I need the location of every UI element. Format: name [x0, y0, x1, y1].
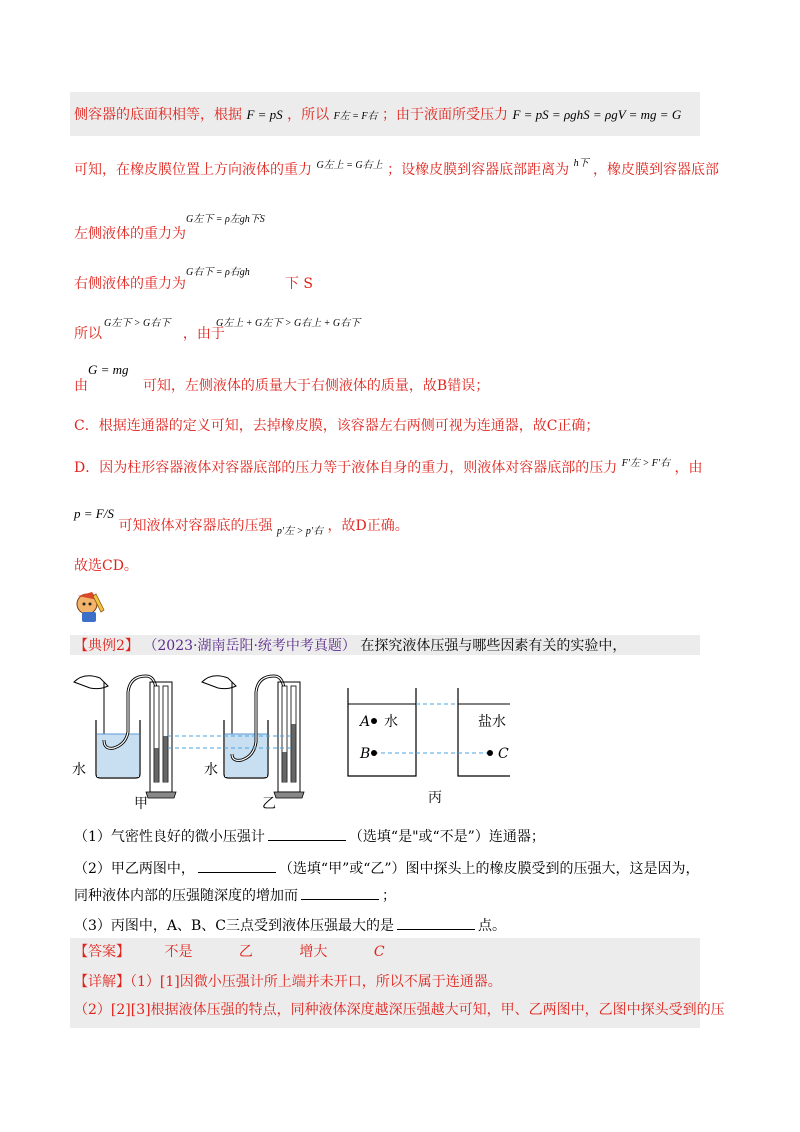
text: 侧容器的底面积相等，根据	[74, 107, 242, 123]
formula: F = pS	[246, 107, 283, 122]
text: （2）甲乙两图中，	[74, 861, 195, 877]
fig-water-left: 水	[72, 762, 86, 778]
point-b	[371, 750, 377, 756]
fig-label-c: C	[498, 746, 509, 762]
answer-value: C	[373, 944, 385, 960]
text: ；由于液面所受压力	[382, 107, 508, 123]
solution-line-2	[74, 160, 719, 182]
formula: F左 = F右	[333, 111, 378, 122]
formula-g-sum-compare: G左上 + G左下 > G右上 + G右下	[216, 318, 361, 329]
fig-caption-bing: 丙	[428, 790, 442, 806]
answer-blank[interactable]	[397, 915, 475, 930]
point-c	[487, 750, 493, 756]
formula-g-mg: G = mg	[88, 362, 129, 377]
example-stem: 在探究液体压强与哪些因素有关的实验中，	[360, 638, 627, 654]
solution-line-5	[74, 324, 225, 344]
text: 由	[74, 378, 88, 394]
answer-blank[interactable]	[268, 826, 346, 841]
fig-water-text: 水	[384, 714, 398, 730]
formula-g-left-lower: G左下 = ρ左gh下S	[186, 214, 265, 225]
text: 可知，在橡皮膜位置上方向液体的重力	[74, 162, 312, 178]
example-source: （2023·湖南岳阳·统考中考真题）	[143, 638, 356, 654]
text: 右侧液体的重力为	[74, 276, 186, 292]
fig-water-mid: 水	[204, 762, 218, 778]
answer-value: 增大	[299, 944, 328, 960]
formula: F = pS = ρghS = ρgV = mg = G	[512, 107, 682, 122]
formula-p-fs: p = F/S	[74, 506, 114, 521]
detail-row-2: （2）[2][3]根据液体压强的特点，同种液体深度越深压强越大可知，甲、乙两图中，乙图中探头受到的压	[74, 1002, 725, 1018]
text: ，故D正确。	[327, 518, 409, 534]
text: 下 S	[284, 276, 313, 292]
text: （选填“甲”或“乙”）图中探头上的橡皮膜受到的压强大，这是因为，	[278, 861, 700, 877]
solution-line-7: C．根据连通器的定义可知，去掉橡皮膜，该容器左右两侧可视为连通器，故C正确；	[74, 418, 600, 434]
text: ，由	[674, 460, 703, 476]
formula: h下	[573, 158, 589, 169]
solution-line-6	[74, 376, 489, 396]
text: （1）[1]因微小压强计所上端并未开口，所以不属于连通器。	[130, 974, 502, 990]
pencil-mascot-icon	[72, 590, 106, 626]
text: 所以	[74, 326, 102, 342]
text: D．因为柱形容器液体对容器底部的压力等于液体自身的重力，则液体对容器底部的压力	[74, 460, 618, 476]
answer-row	[74, 942, 385, 962]
text: ，由于	[182, 326, 225, 342]
question-3	[74, 915, 506, 936]
text: （3）丙图中，A、B、C三点受到液体压强最大的是	[74, 918, 395, 934]
answer-blank[interactable]	[301, 885, 379, 900]
detail-label: 【详解】	[74, 974, 130, 990]
formula: G左上 = G右上	[316, 160, 383, 171]
solution-line-4	[74, 274, 313, 294]
solution-line-10: 故选CD。	[74, 558, 138, 574]
fig-caption-jia: 甲	[134, 796, 148, 812]
question-2-cont	[74, 885, 396, 906]
formula-g-right-lower: G右下 = ρ右gh	[186, 267, 250, 278]
example-label: 【典例2】	[74, 638, 139, 654]
detail-row-1	[74, 972, 502, 992]
solution-line-8	[74, 458, 702, 480]
answer-blank[interactable]	[198, 858, 276, 873]
example-header	[74, 636, 626, 656]
apparatus-bing	[348, 688, 510, 776]
formula-g-compare: G左下 > G右下	[104, 318, 171, 329]
answer-label: 【答案】	[74, 944, 130, 960]
answer-value: 乙	[238, 944, 253, 960]
text: 可知，左侧液体的质量大于右侧液体的质量，故B错误；	[142, 378, 490, 394]
text: 可知液体对容器底的压强	[118, 518, 273, 534]
text: ，所以	[287, 107, 330, 123]
formula: F′左 > F′右	[621, 458, 671, 469]
solution-line-3: 左侧液体的重力为	[74, 226, 186, 242]
text: （选填“是"或“不是”）连通器；	[348, 829, 545, 845]
point-a	[371, 718, 377, 724]
text: ；	[382, 888, 396, 904]
fig-salt-text: 盐水	[478, 714, 506, 730]
apparatus-yi	[202, 676, 304, 798]
fig-caption-yi: 乙	[262, 796, 276, 812]
text: （1）气密性良好的微小压强计	[74, 829, 265, 845]
text: 点。	[478, 918, 507, 934]
formula: p′左 > p′右	[276, 526, 324, 537]
text: 同种液体内部的压强随深度的增加而	[74, 888, 298, 904]
question-1	[74, 826, 545, 847]
text: ；设橡皮膜到容器底部距离为	[387, 162, 570, 178]
fig-label-a: A	[360, 714, 371, 730]
text: ，橡皮膜到容器底部	[593, 162, 720, 178]
answer-value: 不是	[164, 944, 193, 960]
experiment-figure	[70, 662, 510, 812]
fig-label-b: B	[360, 746, 371, 762]
apparatus-jia	[74, 676, 176, 798]
question-2	[74, 858, 700, 879]
solution-line-9	[74, 516, 409, 538]
solution-line-1	[74, 105, 681, 127]
